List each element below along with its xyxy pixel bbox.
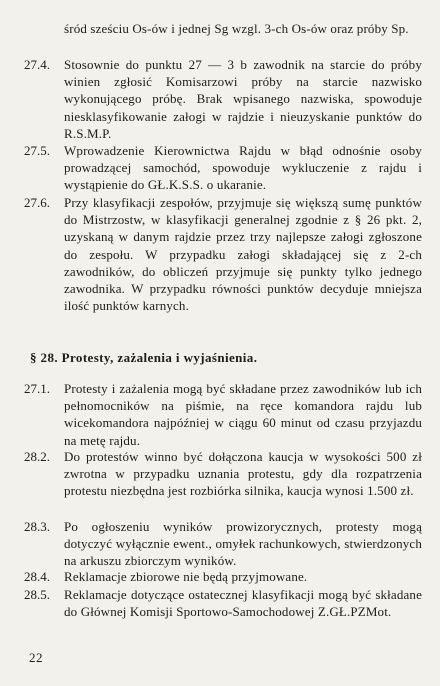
paragraph-number: 28.5.: [24, 587, 50, 602]
page-number: 22: [29, 650, 43, 665]
paragraph-number: 28.2.: [24, 449, 50, 464]
paragraph-number: 28.3.: [24, 519, 50, 534]
paragraph-text: Wprowadzenie Kierownictwa Rajdu w błąd odnośnie osoby prowadzącej samochód, spowoduje wykluczenie z rajdu i wystąpienie do GŁ.K.S.S. o ukaranie.: [64, 143, 422, 193]
paragraph-text: Do protestów winno być dołączona kaucja w wysokości 500 zł zwrotna w przypadku uznania protestu, gdy dla rozpatrzenia protestu niezbędna jest rozbiórka silnika, kaucja wynosi 1.500 zł.: [64, 449, 422, 499]
paragraph-text: Reklamacje zbiorowe nie będą przyjmowane.: [64, 569, 308, 584]
paragraph-text: Reklamacje dotyczące ostatecznej klasyfikacji mogą być składane do Głównej Komisji Sportowo-Samochodowej Z.GŁ.PZMot.: [64, 587, 422, 620]
paragraph-number: 27.4.: [24, 57, 50, 72]
paragraph-number: 27.5.: [24, 143, 50, 158]
paragraph-number: 27.1.: [24, 381, 50, 396]
paragraph-text: śród sześciu Os-ów i jednej Sg wzgl. 3-ch Os-ów oraz próby Sp.: [64, 21, 409, 36]
paragraph-text: Przy klasyfikacji zespołów, przyjmuje się większą sumę punktów do Mistrzostw, w klasyfikacji generalnej zgodnie z § 26 pkt. 2, uzyskaną w danym rajdzie przez trzy najlepsze załogi zgłoszone do zespołu. W przypadku załogi składającej się z 2-ch zawodników, do obliczeń przyjmuje się punkty tylko jednego zawodnika. W przypadku równości punktów decyduje mniejsza ilość punktów karnych.: [64, 195, 422, 314]
paragraph-number: 28.4.: [24, 569, 50, 584]
paragraph-text: Po ogłoszeniu wyników prowizorycznych, protesty mogą dotyczyć wyłącznie ewent., omyłek rachunkowych, stwierdzonych na arkuszu zbiorczym wyników.: [64, 519, 422, 569]
section-heading: § 28. Protesty, zażalenia i wyjaśnienia.: [30, 350, 258, 365]
paragraph-text: Protesty i zażalenia mogą być składane przez zawodników lub ich pełnomocników na piśmie, na ręce komandora rajdu lub wicekomandora najpóźniej w ciągu 60 minut od czasu przyjazdu na metę rajdu.: [64, 381, 422, 448]
paragraph-number: 27.6.: [24, 195, 50, 210]
paragraph-text: Stosownie do punktu 27 — 3 b zawodnik na starcie do próby winien zgłosić Komisarzowi próby na starcie nazwisko wykonującego próbę. Brak wpisanego nazwiska, spowoduje niesklasyfikowanie załogi w rajdzie i nieuzyskanie punktów do R.S.M.P.: [64, 57, 422, 141]
